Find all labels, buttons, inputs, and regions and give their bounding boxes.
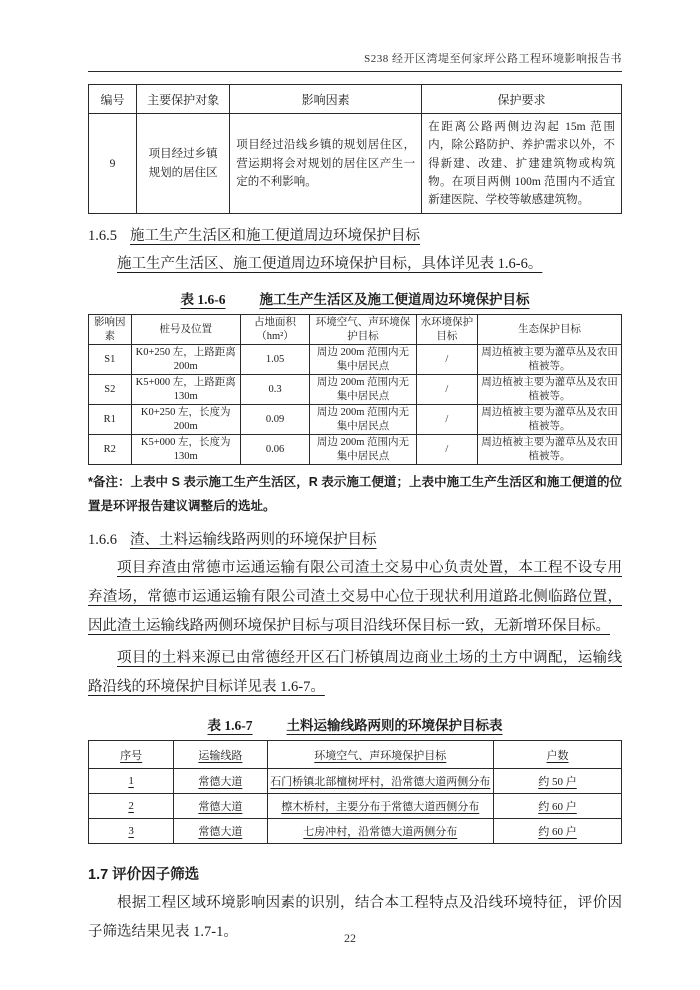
- col-header-target-label: 环境空气、声环境保护目标: [314, 749, 447, 762]
- col-header-target: [267, 741, 494, 769]
- cell-location: K5+000 左，上路距离 130m: [131, 375, 240, 405]
- section-1-6-5-paragraph: 施工生产生活区、施工便道周边环境保护目标，具体详见表 1.6-6。: [117, 256, 543, 273]
- cell-area: 0.3: [240, 375, 309, 405]
- section-title: 渣、土料运输线路两则的环境保护目标: [130, 532, 377, 549]
- table-row: [89, 345, 622, 375]
- col-header-route: [174, 741, 267, 769]
- table-caption-label: 表 1.6-6: [180, 292, 226, 308]
- cell-target: 石门桥镇北部檀树坪村，沿常德大道两侧分布: [270, 776, 491, 789]
- col-header-requirement: 保护要求: [422, 85, 622, 114]
- col-header-households-label: 户数: [546, 749, 569, 762]
- cell-factor: S1: [89, 345, 132, 375]
- table-row: [89, 405, 622, 435]
- cell-air-noise: 周边 200m 范围内无集中居民点: [310, 345, 417, 375]
- table-row: [89, 375, 622, 405]
- col-header-seq: [89, 741, 174, 769]
- cell-location: K5+000 左，长度为 130m: [131, 435, 240, 465]
- cell-seq: 1: [128, 775, 134, 788]
- cell-factor: S2: [89, 375, 132, 405]
- section-number: 1.6.5: [88, 228, 117, 245]
- cell-households: 约 50 户: [538, 776, 577, 789]
- table-row: [89, 114, 622, 214]
- report-header-title: S238 经开区湾堤至何家坪公路工程环境影响报告书: [88, 50, 622, 72]
- cell-ecology: 周边植被主要为灌草丛及农田植被等。: [478, 375, 622, 405]
- page-number: 22: [344, 931, 356, 945]
- cell-impact-factor: 项目经过沿线乡镇的规划居住区，营运期将会对规划的居住区产生一定的不利影响。: [230, 114, 422, 214]
- cell-route: 常德大道: [198, 801, 243, 814]
- table-header-row: [89, 85, 622, 114]
- col-header-location: 桩号及位置: [131, 315, 240, 345]
- cell-area: 0.09: [240, 405, 309, 435]
- cell-area: 1.05: [240, 345, 309, 375]
- section-number: 1.6.6: [88, 532, 117, 549]
- table-caption-label: 表 1.6-7: [207, 718, 253, 734]
- cell-air-noise: 周边 200m 范围内无集中居民点: [310, 405, 417, 435]
- col-header-seq-label: 序号: [120, 749, 143, 762]
- table-row: [89, 769, 622, 794]
- table-row: [89, 435, 622, 465]
- cell-ecology: 周边植被主要为灌草丛及农田植被等。: [478, 435, 622, 465]
- cell-air-noise: 周边 200m 范围内无集中居民点: [310, 375, 417, 405]
- cell-factor: R1: [89, 405, 132, 435]
- section-1-7-heading: 1.7 评价因子筛选: [88, 867, 200, 884]
- col-header-ecology: 生态保护目标: [478, 315, 622, 345]
- table-1-6-6-note: *备注：上表中 S 表示施工生产生活区，R 表示施工便道；上表中施工生产生活区和施工便道的位置是环评报告建议调整后的选址。: [88, 475, 622, 514]
- section-1-7-paragraph: 根据工程区域环境影响因素的识别，结合本工程特点及沿线环境特征，评价因子筛选结果见表 1.7-1。: [88, 895, 622, 941]
- section-1-6-6-heading: [88, 529, 622, 551]
- col-header-water: 水环境保护目标: [416, 315, 477, 345]
- col-header-households: [494, 741, 622, 769]
- cell-households: 约 60 户: [538, 801, 577, 814]
- col-header-object: 主要保护对象: [136, 85, 229, 114]
- transport-route-table: [88, 740, 622, 844]
- cell-water: /: [416, 405, 477, 435]
- cell-seq: 3: [128, 825, 134, 838]
- cell-air-noise: 周边 200m 范围内无集中居民点: [310, 435, 417, 465]
- cell-area: 0.06: [240, 435, 309, 465]
- cell-target: 七房冲村，沿常德大道两侧分布: [303, 826, 458, 839]
- cell-route: 常德大道: [198, 826, 243, 839]
- section-1-6-5-heading: [88, 225, 622, 247]
- table-header-row: [89, 741, 622, 769]
- section-1-6-6-paragraph-1: 项目弃渣由常德市运通运输有限公司渣土交易中心负责处置，本工程不设专用弃渣场，常德市运通运输有限公司渣土交易中心位于现状利用道路北侧临路位置，因此渣土运输线路两侧环境保护目标与项目沿线环保目标一致，无新增环保目标。: [88, 560, 622, 635]
- col-header-air-noise: 环境空气、声环境保护目标: [310, 315, 417, 345]
- table-caption-title: 施工生产生活区及施工便道周边环境保护目标: [259, 292, 530, 308]
- cell-water: /: [416, 345, 477, 375]
- table-header-row: [89, 315, 622, 345]
- cell-target: 檫木桥村，主要分布于常德大道西侧分布: [281, 801, 480, 814]
- col-header-no: 编号: [89, 85, 137, 114]
- cell-row-no: 9: [89, 114, 137, 214]
- cell-seq: 2: [128, 800, 134, 813]
- cell-route: 常德大道: [198, 776, 243, 789]
- table-caption-title: 土料运输线路两则的环境保护目标表: [286, 718, 503, 734]
- col-header-area: 占地面积（hm²）: [240, 315, 309, 345]
- col-header-factor: 影响因素: [89, 315, 132, 345]
- table-1-6-6-caption: [88, 288, 622, 308]
- cell-ecology: 周边植被主要为灌草丛及农田植被等。: [478, 345, 622, 375]
- cell-households: 约 60 户: [538, 826, 577, 839]
- table-1-6-7-caption: [88, 714, 622, 734]
- cell-water: /: [416, 375, 477, 405]
- section-1-6-6-paragraph-2: 项目的土料来源已由常德经开区石门桥镇周边商业土场的土方中调配，运输线路沿线的环境保护目标详见表 1.6-7。: [88, 650, 622, 696]
- cell-factor: R2: [89, 435, 132, 465]
- section-title: 施工生产生活区和施工便道周边环境保护目标: [130, 228, 420, 245]
- cell-location: K0+250 左，上路距离 200m: [131, 345, 240, 375]
- table-row: [89, 794, 622, 819]
- cell-location: K0+250 左，长度为 200m: [131, 405, 240, 435]
- cell-water: /: [416, 435, 477, 465]
- table-row: [89, 819, 622, 844]
- col-header-route-label: 运输线路: [198, 749, 243, 762]
- cell-protect-object: 项目经过乡镇规划的居住区: [136, 114, 229, 214]
- protection-objects-table: [88, 84, 622, 214]
- cell-ecology: 周边植被主要为灌草丛及农田植被等。: [478, 405, 622, 435]
- col-header-impact: 影响因素: [230, 85, 422, 114]
- cell-protect-requirement: 在距离公路两侧边沟起 15m 范围内，除公路防护、养护需求以外，不得新建、改建、扩建建筑物或构筑物。在项目两侧 100m 范围内不适宜新建医院、学校等敏感建筑物。: [422, 114, 622, 214]
- site-protection-table: [88, 314, 622, 465]
